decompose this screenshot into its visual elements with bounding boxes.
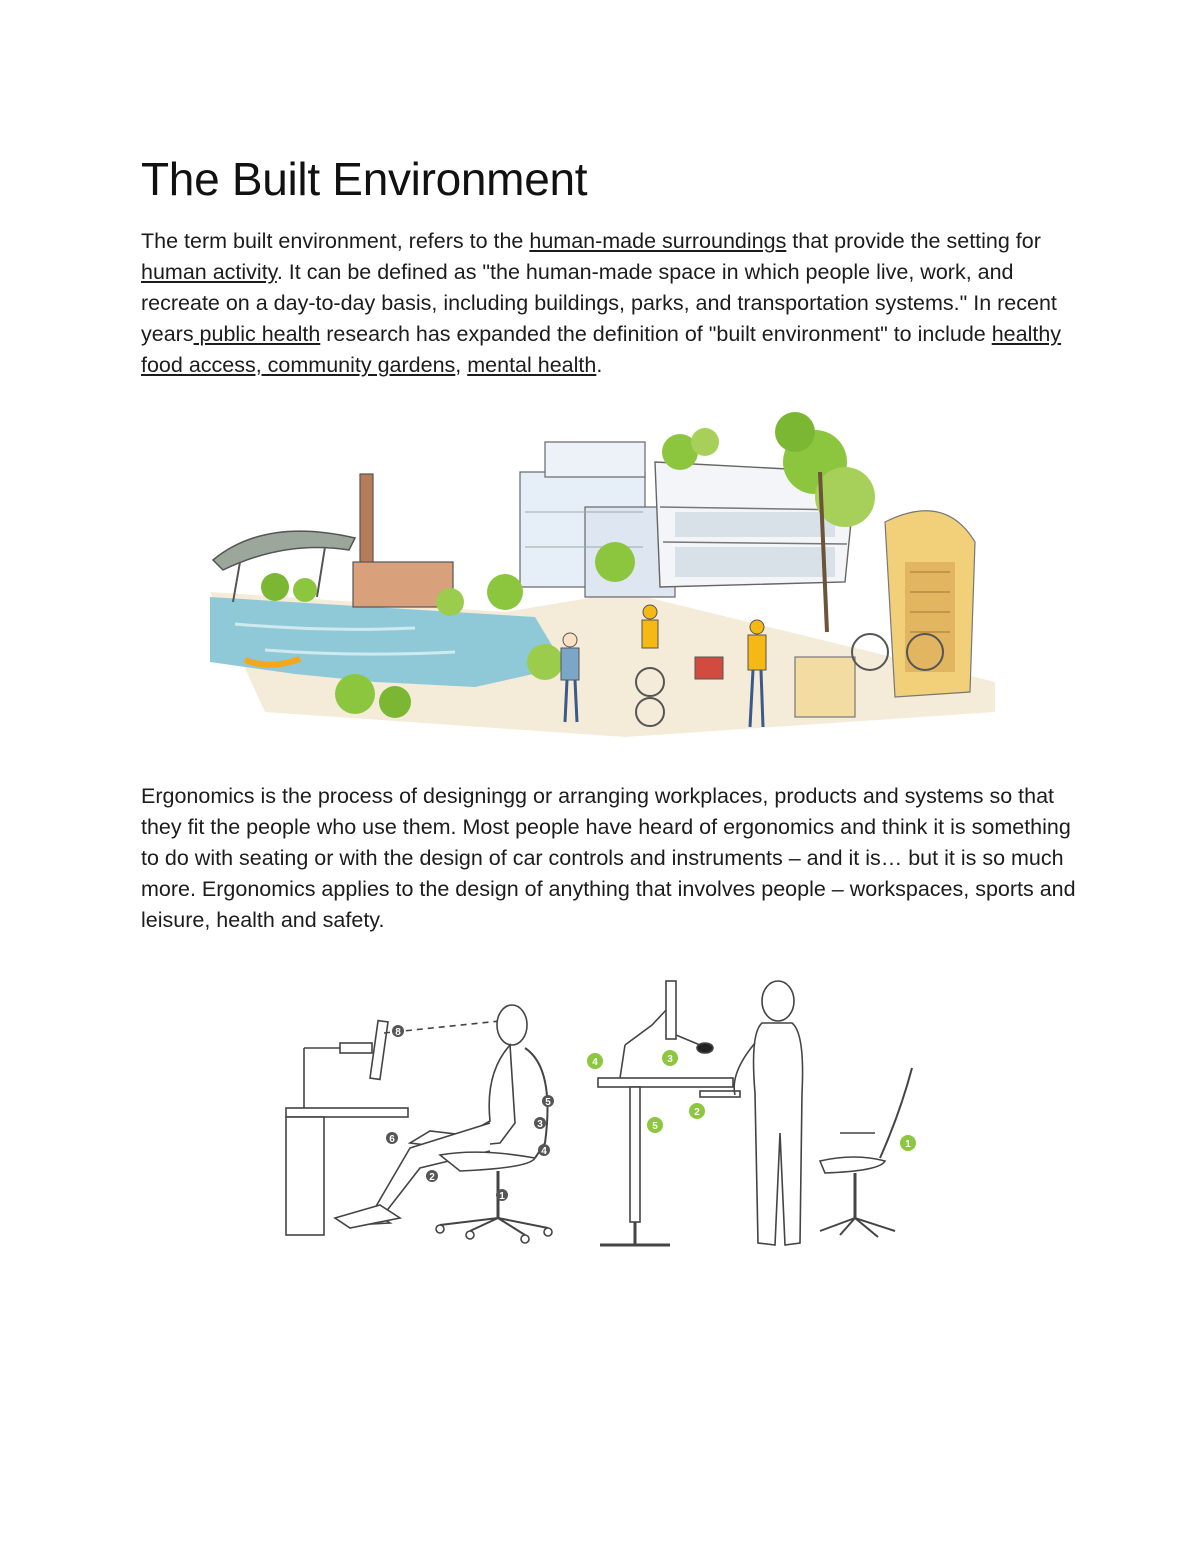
svg-text:2: 2 <box>429 1172 435 1183</box>
built-environment-illustration <box>205 412 995 737</box>
ergonomics-paragraph: Ergonomics is the process of designingg or arranging workplaces, products and systems so that they fit the people who use them. Most people have heard of ergonomics and think it is something to do with seating or with the design of car controls and instruments – and it is… but it is so much more. Ergonomics applies to the design of anything that involves people – workspaces, sports and leisure, health and safety. <box>141 784 1076 932</box>
svg-text:5: 5 <box>545 1097 551 1108</box>
mental-health-link[interactable]: mental health <box>467 353 597 377</box>
svg-text:8: 8 <box>395 1027 401 1038</box>
intro-text-2: that provide the setting for <box>786 229 1041 253</box>
public-health-link[interactable]: public health <box>193 322 321 346</box>
intro-text-4: research has expanded the definition of "built environment" to include <box>320 322 992 346</box>
human-activity-link[interactable]: human activity <box>141 260 277 284</box>
svg-text:3: 3 <box>667 1054 673 1065</box>
intro-text-5: , <box>455 353 468 377</box>
page-title: The Built Environment <box>141 153 588 205</box>
svg-text:4: 4 <box>541 1146 547 1157</box>
svg-text:3: 3 <box>537 1119 543 1130</box>
intro-paragraph <box>141 226 1081 381</box>
ergonomics-illustration <box>280 973 920 1258</box>
human-made-surroundings-link[interactable]: human-made surroundings <box>529 229 787 253</box>
healthy-food-community-gardens-link[interactable]: healthy food access, community gardens <box>141 322 1062 377</box>
svg-text:5: 5 <box>652 1121 658 1132</box>
intro-text-1: The term built environment, refers to the <box>141 229 530 253</box>
svg-text:1: 1 <box>905 1139 911 1150</box>
svg-text:6: 6 <box>389 1134 395 1145</box>
intro-text-3: . It can be defined as "the human-made space in which people live, work, and recreate on a day-to-day basis, including buildings, parks, and transportation systems." In recent years <box>141 260 1057 346</box>
svg-text:1: 1 <box>499 1191 505 1202</box>
intro-text-6: . <box>596 353 603 377</box>
svg-text:4: 4 <box>592 1057 598 1068</box>
svg-text:2: 2 <box>694 1107 700 1118</box>
